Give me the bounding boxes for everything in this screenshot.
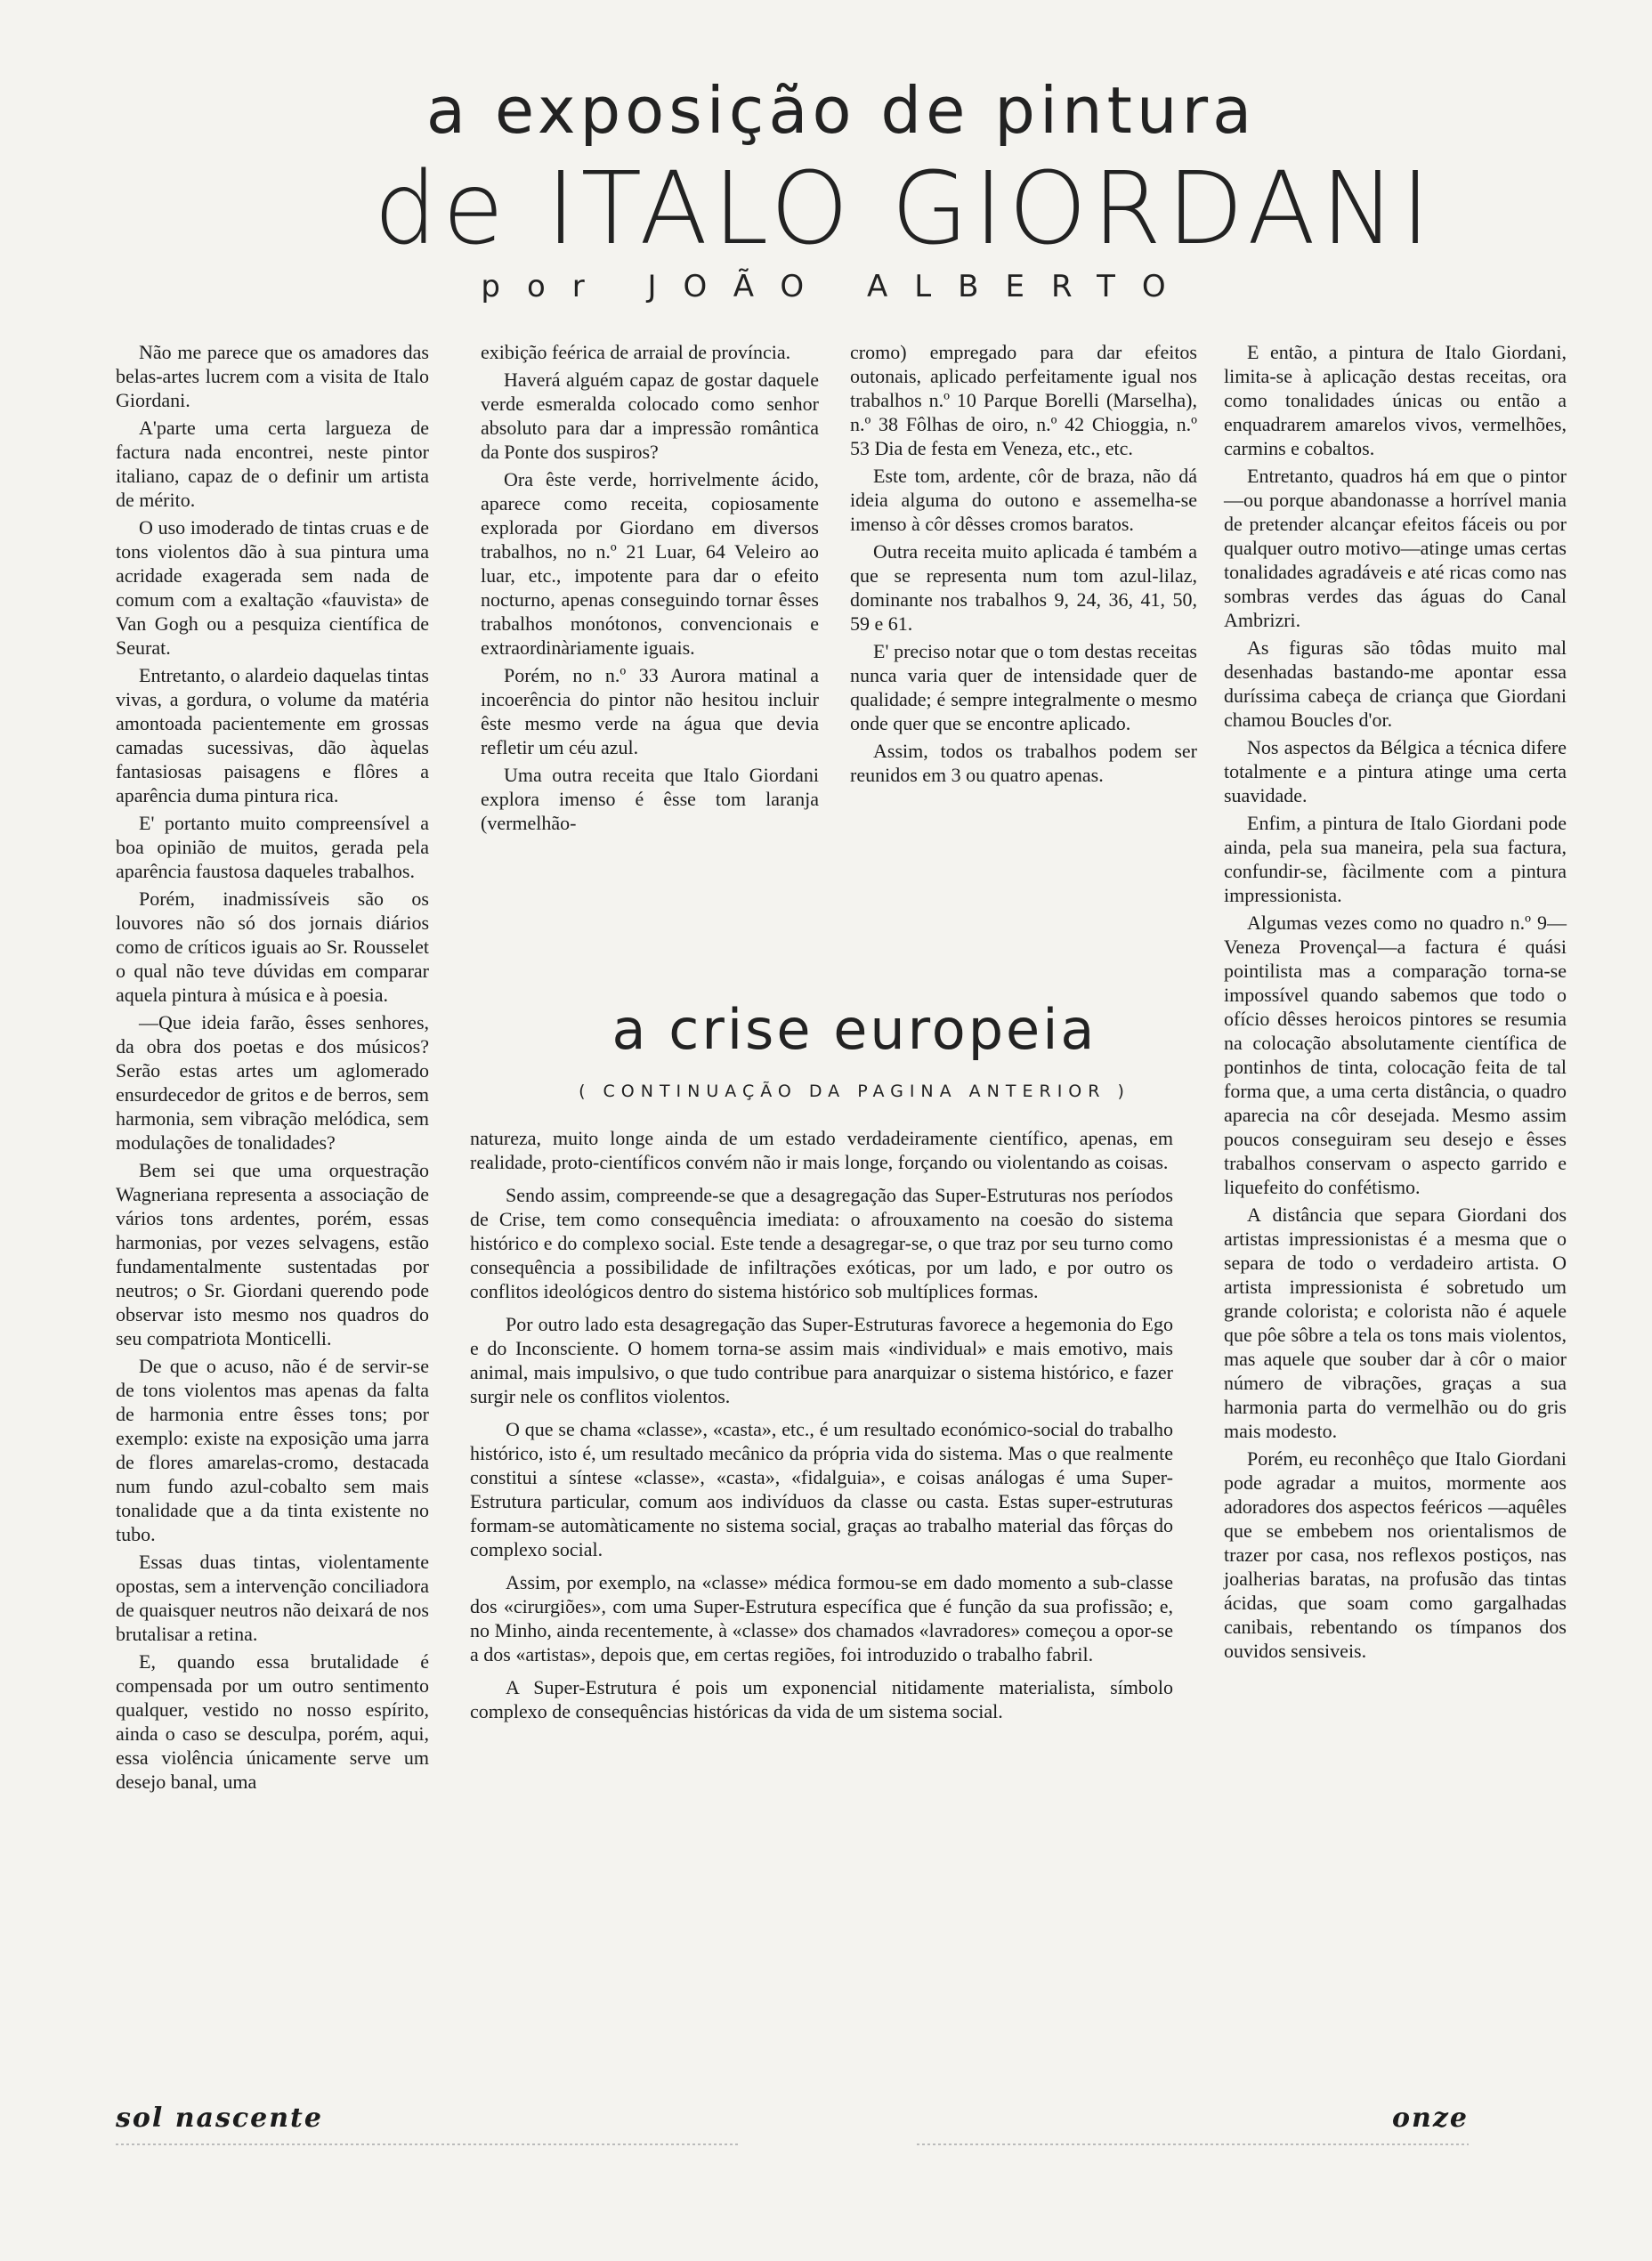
- article-title-line2: de ITALO GIORDANI: [374, 151, 1436, 267]
- footer-divider-left: [116, 2143, 739, 2145]
- magazine-name-footer: sol nascente: [116, 2103, 323, 2134]
- paragraph: Bem sei que uma orquestração Wagneriana representa a associação de vários tons ardentes, porém, essas harmonias, por vezes selvagens, estão fundamentalmente sustentadas por neutros; o Sr. Giordani querendo pode observar isto mesmo nos quadros do seu compatriota Monticelli.: [116, 1159, 429, 1349]
- paragraph: A Super-Estrutura é pois um exponencial nitidamente materialista, símbolo complexo de consequências históricas da vida de um sistema social.: [470, 1676, 1173, 1722]
- paragraph: natureza, muito longe ainda de um estado verdadeiramente científico, apenas, em realidade, proto-científicos convém não ir mais longe, forçando ou violentando as coisas.: [470, 1127, 1173, 1173]
- paragraph: O uso imoderado de tintas cruas e de tons violentos dão à sua pintura uma acridade exagerada sem nada de comum com a exaltação «fauvista» de Van Gogh ou a pesquiza científica de Seurat.: [116, 516, 429, 659]
- paragraph: Essas duas tintas, violentamente opostas, sem a intervenção conciliadora de quaisquer neutros não deixará de nos brutalisar a retina.: [116, 1551, 429, 1645]
- article-column-4: [1224, 340, 1567, 1666]
- paragraph: Entretanto, quadros há em que o pintor—ou porque abandonasse a horrível mania de pretender alcançar efeitos fáceis ou por qualquer outro motivo—atinge umas certas tonalidades agradáveis e até ricas como nas sombras verdes das águas do Canal Ambrizri.: [1224, 465, 1567, 631]
- paragraph: Porém, eu reconhêço que Italo Giordani pode agradar a muitos, mormente aos adoradores dos aspectos feéricos —aquêles que se embebem nos orientalismos de trazer por casa, nos reflexos postiços, nas joalherias baratas, na profusão das tintas ácidas, que soam como gargalhadas canibais, rebentando os tímpanos dos ouvidos sensiveis.: [1224, 1447, 1567, 1662]
- paragraph: Este tom, ardente, côr de braza, não dá ideia alguma do outono e assemelha-se imenso à côr dêsses cromos baratos.: [850, 465, 1197, 535]
- paragraph: De que o acuso, não é de servir-se de tons violentos mas apenas da falta de harmonia entre êsses tons; por exemplo: existe na exposição uma jarra de flores amarelas-cromo, destacada num fundo azul-cobalto sem mais tonalidade que a da tinta existente no tubo.: [116, 1355, 429, 1545]
- page-number-footer: onze: [1392, 2103, 1469, 2134]
- paragraph: Algumas vezes como no quadro n.º 9—Veneza Provençal—a factura é quási pointilista mas a comparação torna-se impossível quando sabemos que todo o ofício dêsses heroicos pintores se resumia na colocação absolutamente científica de pontinhos de tinta, colocação feita de tal forma que, a uma certa distância, o quadro aparecia na côr desejada. Mesmo assim poucos conseguiram seu desejo e êsses trabalhos conservam o aspecto garrido e liquefeito do confétismo.: [1224, 912, 1567, 1198]
- paragraph: Outra receita muito aplicada é também a que se representa num tom azul-lilaz, dominante nos trabalhos 9, 24, 36, 41, 50, 59 e 61.: [850, 540, 1197, 635]
- paragraph: Nos aspectos da Bélgica a técnica difere totalmente e a pintura atinge uma certa suavidade.: [1224, 736, 1567, 806]
- paragraph: E então, a pintura de Italo Giordani, limita-se à aplicação destas receitas, ora como tonalidades únicas ou então a enquadrarem amarelos vivos, vermelhões, carmins e cobaltos.: [1224, 341, 1567, 459]
- crise-title: a crise europeia: [611, 997, 1097, 1062]
- paragraph: Assim, por exemplo, na «classe» médica formou-se em dado momento a sub-classe dos «cirurgiões», com uma Super-Estrutura específica que é função da sua profissão; e, no Minho, ainda recentemente, à «classe» dos chamados «lavradores» começou a opor-se a dos «artistas», depois que, em certas regiões, foi introduzido o trabalho fabril.: [470, 1571, 1173, 1665]
- article-column-2: [481, 340, 819, 839]
- article-title-line1: a exposição de pintura: [425, 73, 1257, 148]
- paragraph: Ora êste verde, horrivelmente ácido, aparece como receita, copiosamente explorada por Giordano em diversos trabalhos, no n.º 21 Luar, 64 Veleiro ao luar, etc., impotente para dar o efeito nocturno, apenas conseguindo tornar êsses trabalhos monótonos, convencionais e extraordinàriamente iguais.: [481, 468, 819, 659]
- paragraph: Porém, no n.º 33 Aurora matinal a incoerência do pintor não hesitou incluir êste mesmo verde na água que devia refletir um céu azul.: [481, 664, 819, 758]
- footer-divider-right: [917, 2143, 1469, 2145]
- paragraph: —Que ideia farão, êsses senhores, da obra dos poetas e dos músicos? Serão estas artes um aglomerado ensurdecedor de gritos e de berros, sem harmonia, sem vibração melódica, sem modulações de tonalidades?: [116, 1011, 429, 1154]
- paragraph: A distância que separa Giordani dos artistas impressionistas é a mesma que o separa de todo o verdadeiro artista. O artista impressionista é sobretudo um grande colorista; e colorista não é aquele que pôe sôbre a tela os tons mais violentos, mas aquele que souber dar à côr o maior número de vibrações, graças a sua harmonia parta do vermelhão ou do gris mais modesto.: [1224, 1203, 1567, 1442]
- paragraph: A'parte uma certa largueza de factura nada encontrei, neste pintor italiano, capaz de o definir um artista de mérito.: [116, 417, 429, 511]
- paragraph: cromo) empregado para dar efeitos outonais, aplicado perfeitamente igual nos trabalhos n.º 10 Parque Borelli (Marselha), n.º 38 Fôlhas de oiro, n.º 42 Chioggia, n.º 53 Dia de festa em Veneza, etc., etc.: [850, 341, 1197, 459]
- paragraph: Porém, inadmissíveis são os louvores não só dos jornais diários como de críticos iguais ao Sr. Rousselet o qual não teve dúvidas em comparar aquela pintura à música e à poesia.: [116, 887, 429, 1006]
- paragraph: Assim, todos os trabalhos podem ser reunidos em 3 ou quatro apenas.: [850, 740, 1197, 786]
- paragraph: Entretanto, o alardeio daquelas tintas vivas, a gordura, o volume da matéria amontoada pacientemente em grossas camadas sucessivas, dão àquelas fantasiosas paisagens e flôres a aparência duma pintura rica.: [116, 664, 429, 806]
- paragraph: Haverá alguém capaz de gostar daquele verde esmeralda colocado como senhor absoluto para dar a impressão romântica da Ponte dos suspiros?: [481, 369, 819, 463]
- article-column-1: [116, 340, 429, 1797]
- article-column-3: [850, 340, 1197, 790]
- paragraph: E, quando essa brutalidade é compensada por um outro sentimento qualquer, vestido no nosso espírito, ainda o caso se desculpa, porém, aqui, essa violência únicamente serve um desejo banal, uma: [116, 1650, 429, 1793]
- paragraph: As figuras são tôdas muito mal desenhadas bastando-me apontar essa duríssima cabeça de criança que Giordani chamou Boucles d'or.: [1224, 636, 1567, 731]
- article-byline: por JOÃO ALBERTO: [481, 269, 1193, 304]
- paragraph: O que se chama «classe», «casta», etc., é um resultado económico-social do trabalho histórico, isto é, um resultado mecânico da própria vida do sistema. Mas o que realmente constitui a síntese «classe», «casta», «fidalguia», e coisas análogas é uma Super-Estrutura particular, comum aos indivíduos da classe ou casta. Estas super-estruturas formam-se automàticamente no sistema social, graças ao trabalho material das fôrças do complexo social.: [470, 1418, 1173, 1560]
- paragraph: Sendo assim, compreende-se que a desagregação das Super-Estruturas nos períodos de Crise, tem como consequência imediata: o afrouxamento na coesão do sistema histórico e do complexo social. Este tende a desagregar-se, o que traz por seu turno como consequência a possibilidade de infiltrações exóticas, por um lado, e por outro os conflitos ideológicos dentro do sistema histórico sob multíplices formas.: [470, 1184, 1173, 1302]
- crise-body: [470, 1126, 1173, 1732]
- paragraph: E' preciso notar que o tom destas receitas nunca varia quer de intensidade quer de qualidade; é sempre integralmente o mesmo onde quer que se encontre aplicado.: [850, 640, 1197, 734]
- paragraph: exibição feérica de arraial de província.: [481, 341, 791, 363]
- paragraph: Enfim, a pintura de Italo Giordani pode ainda, pela sua maneira, pela sua factura, confundir-se, fàcilmente com a pintura impressionista.: [1224, 812, 1567, 906]
- paragraph: Uma outra receita que Italo Giordani explora imenso é êsse tom laranja (vermelhão-: [481, 764, 819, 834]
- paragraph: Por outro lado esta desagregação das Super-Estruturas favorece a hegemonia do Ego e do Inconsciente. O homem torna-se assim mais «individual» e mais emotivo, mais animal, mais impulsivo, o que tudo contribue para anarquizar o sistema histórico, e fazer surgir nele os conflitos violentos.: [470, 1313, 1173, 1407]
- paragraph: Não me parece que os amadores das belas-artes lucrem com a visita de Italo Giordani.: [116, 341, 429, 411]
- crise-subtitle: ( CONTINUAÇÃO DA PAGINA ANTERIOR ): [579, 1082, 1130, 1101]
- paragraph: E' portanto muito compreensível a boa opinião de muitos, gerada pela aparência faustosa daqueles trabalhos.: [116, 812, 429, 882]
